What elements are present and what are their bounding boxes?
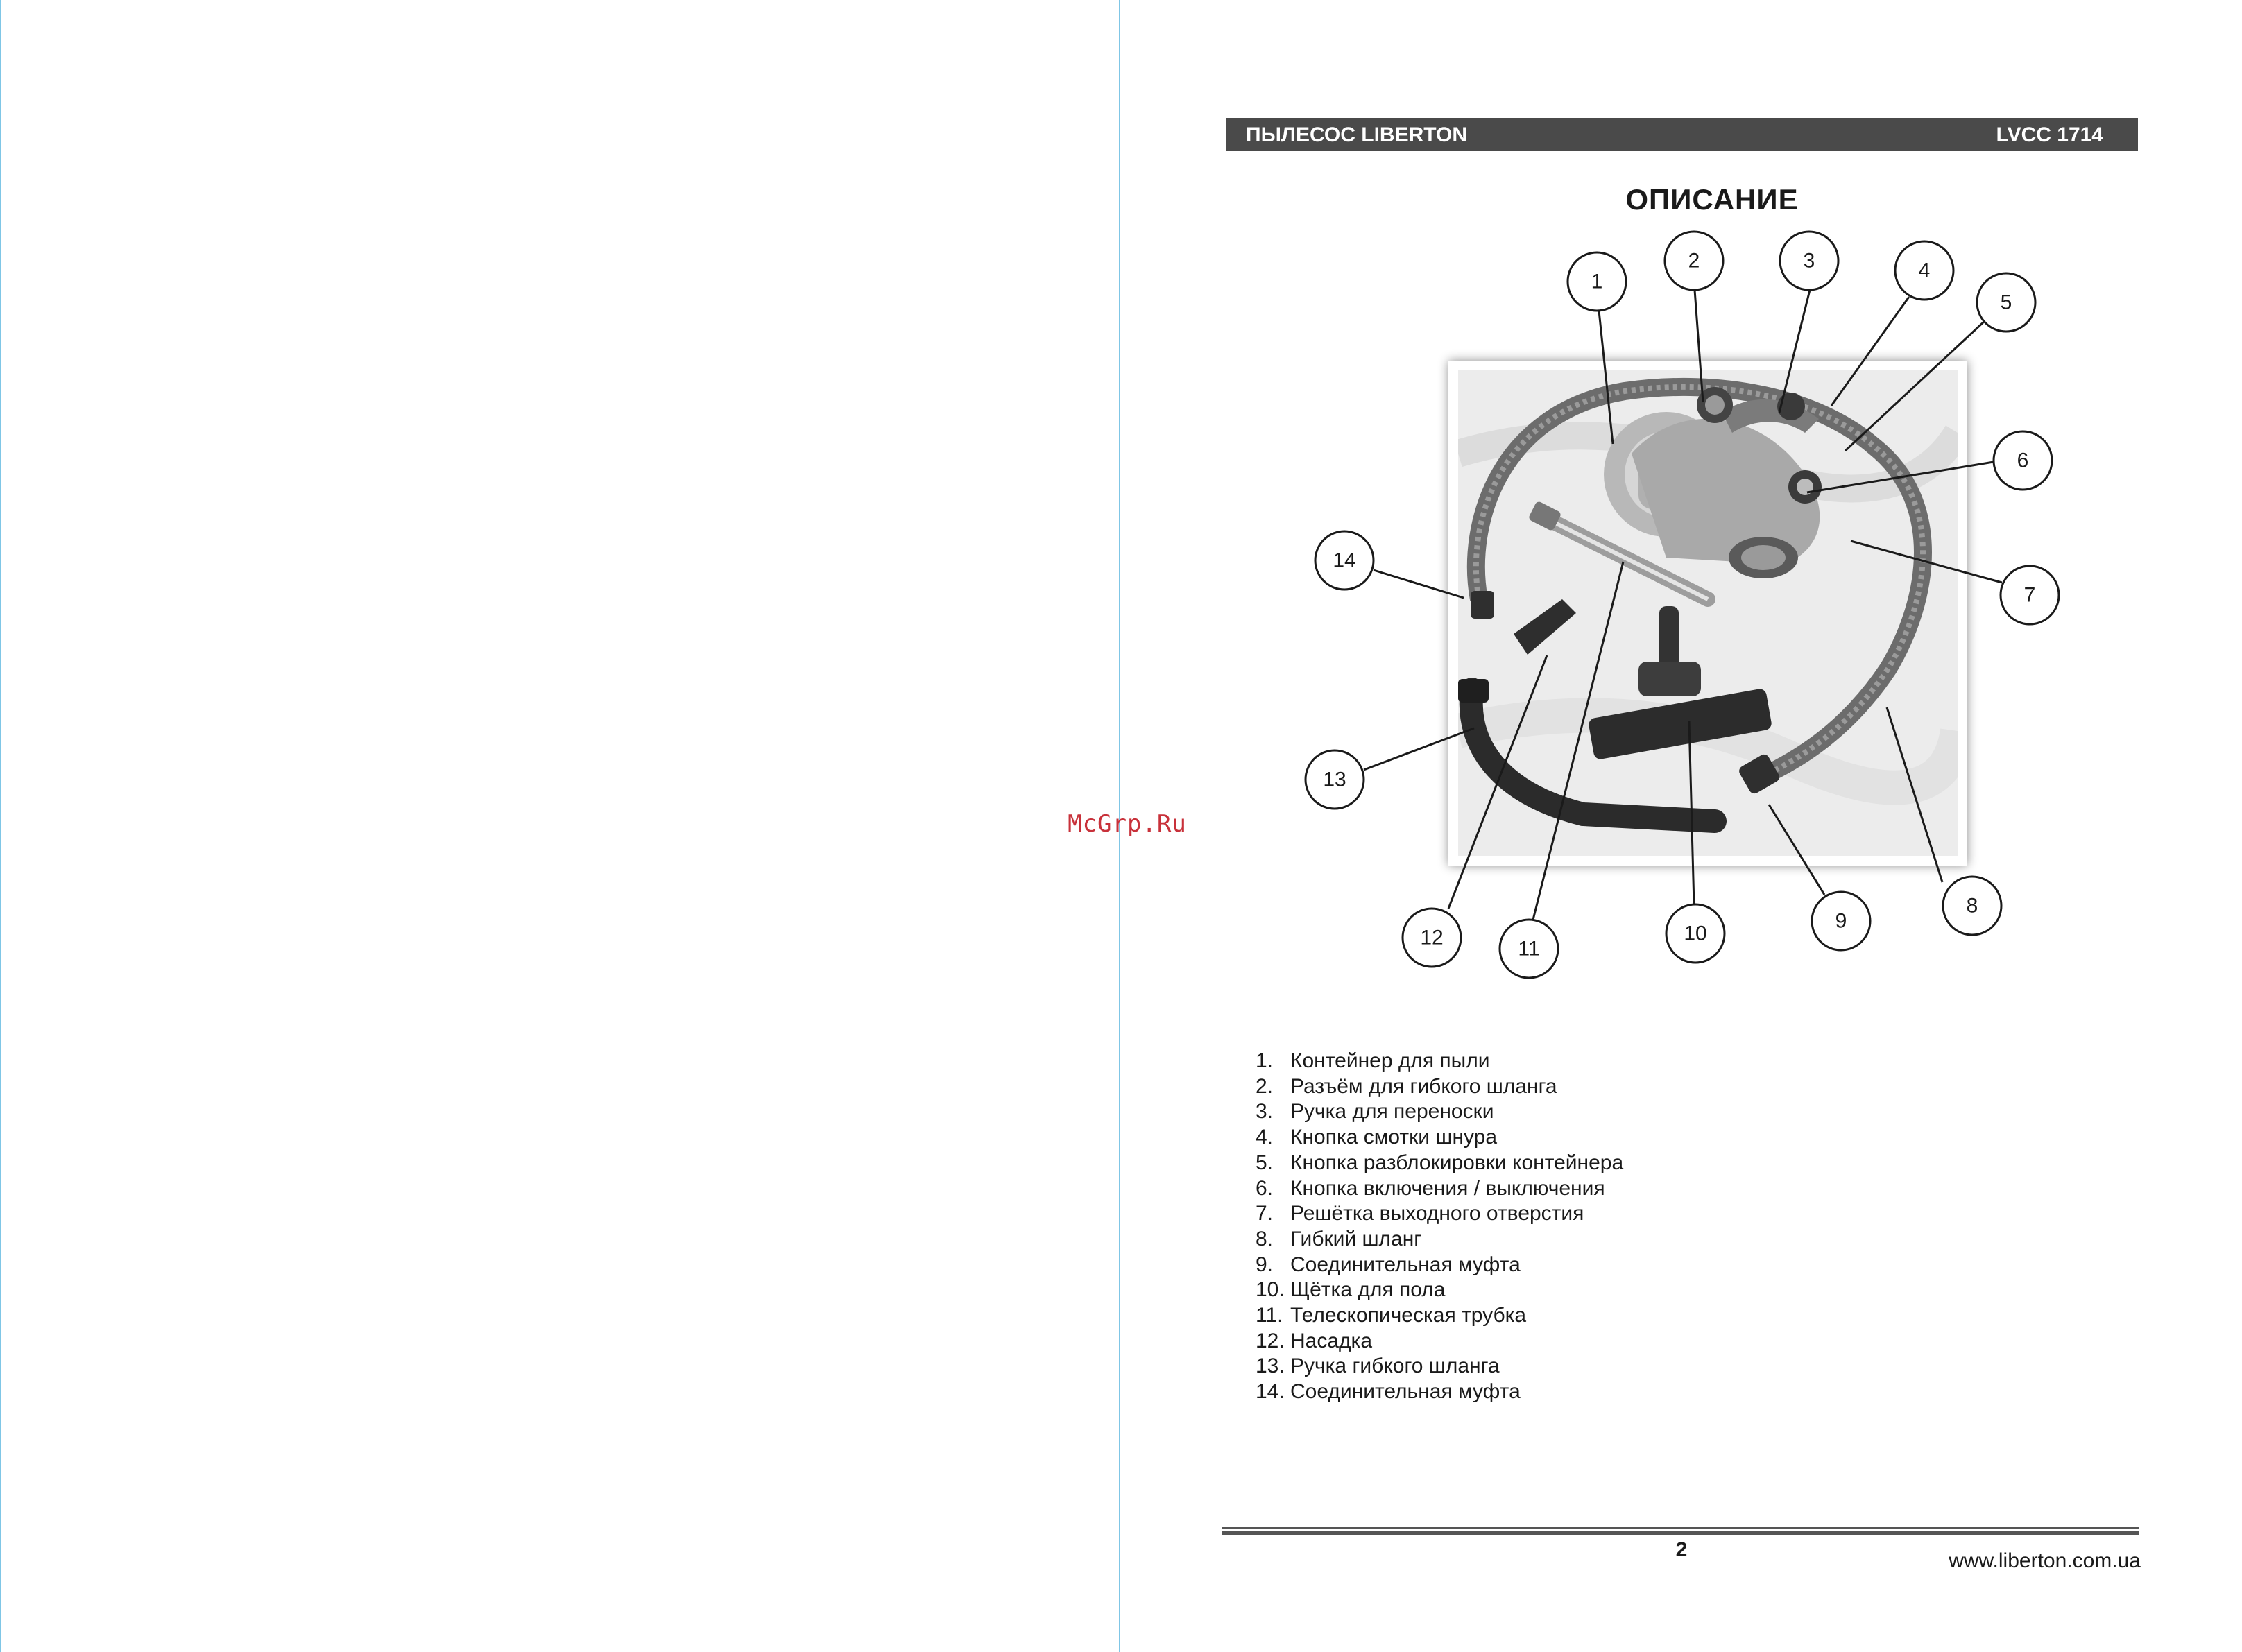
header-title: ПЫЛЕСОС LIBERTON xyxy=(1246,123,1468,146)
list-item xyxy=(1256,1049,1623,1074)
list-item-label: Щётка для пола xyxy=(1290,1278,1446,1302)
list-item-label: Контейнер для пыли xyxy=(1290,1049,1490,1072)
list-item-label: Телескопическая трубка xyxy=(1290,1304,1527,1327)
leader-line-13 xyxy=(1364,728,1474,770)
svg-text:5: 5 xyxy=(2000,291,2012,314)
list-item-number: 12. xyxy=(1256,1329,1285,1352)
list-item xyxy=(1256,1099,1623,1125)
list-item xyxy=(1256,1176,1623,1202)
list-item-number: 1. xyxy=(1256,1049,1274,1072)
list-item-label: Кнопка смотки шнура xyxy=(1290,1126,1498,1149)
svg-text:13: 13 xyxy=(1323,768,1346,791)
leader-line-14 xyxy=(1374,570,1464,598)
svg-text:2: 2 xyxy=(1688,249,1700,273)
callout-4 xyxy=(1895,241,1953,300)
svg-text:4: 4 xyxy=(1918,259,1931,282)
leader-line-7 xyxy=(1851,541,2002,583)
callout-5 xyxy=(1977,273,2035,332)
list-item-number: 11. xyxy=(1256,1304,1283,1327)
list-item xyxy=(1256,1074,1623,1100)
callout-7 xyxy=(2001,566,2059,624)
callout-9 xyxy=(1812,892,1870,950)
callout-6 xyxy=(1994,431,2052,490)
callout-13 xyxy=(1306,750,1364,809)
list-item xyxy=(1256,1303,1623,1329)
list-item xyxy=(1256,1253,1623,1278)
svg-text:12: 12 xyxy=(1420,926,1444,949)
svg-text:10: 10 xyxy=(1684,922,1707,945)
list-item xyxy=(1256,1151,1623,1176)
header-model: LVCC 1714 xyxy=(1996,123,2103,146)
list-item xyxy=(1256,1379,1623,1405)
list-item xyxy=(1256,1201,1623,1227)
callout-2 xyxy=(1665,232,1723,290)
leader-line-5 xyxy=(1845,320,1985,451)
leader-line-3 xyxy=(1779,290,1810,413)
list-item-number: 6. xyxy=(1256,1176,1274,1200)
callout-1 xyxy=(1568,252,1626,311)
parts-list xyxy=(1256,1049,1623,1405)
callout-10 xyxy=(1666,904,1725,963)
svg-text:3: 3 xyxy=(1803,249,1815,273)
list-item-label: Насадка xyxy=(1290,1329,1373,1352)
list-item-number: 4. xyxy=(1256,1126,1274,1149)
list-item-number: 7. xyxy=(1256,1202,1274,1225)
list-item xyxy=(1256,1125,1623,1151)
watermark: McGrp.Ru xyxy=(1068,810,1187,838)
list-item-label: Ручка гибкого шланга xyxy=(1290,1354,1500,1378)
footer-divider-thin xyxy=(1222,1527,2139,1529)
list-item-number: 2. xyxy=(1256,1074,1274,1098)
list-item-label: Ручка для переноски xyxy=(1290,1100,1494,1124)
leader-line-9 xyxy=(1769,805,1824,895)
section-title: ОПИСАНИЕ xyxy=(1625,183,1799,216)
list-item xyxy=(1256,1329,1623,1354)
list-item xyxy=(1256,1227,1623,1253)
list-item-label: Решётка выходного отверстия xyxy=(1290,1202,1584,1225)
list-item-number: 5. xyxy=(1256,1151,1274,1174)
callout-14 xyxy=(1315,531,1374,590)
svg-text:6: 6 xyxy=(2017,449,2029,472)
list-item-label: Разъём для гибкого шланга xyxy=(1290,1074,1557,1098)
list-item xyxy=(1256,1277,1623,1303)
svg-text:9: 9 xyxy=(1835,909,1847,933)
leader-line-12 xyxy=(1448,655,1547,909)
svg-text:11: 11 xyxy=(1518,937,1540,961)
leader-line-8 xyxy=(1887,707,1942,882)
leader-line-10 xyxy=(1689,721,1694,906)
callout-8 xyxy=(1943,877,2001,935)
list-item-number: 13. xyxy=(1256,1354,1285,1378)
callout-11 xyxy=(1500,920,1558,978)
website-url: www.liberton.com.ua xyxy=(1949,1549,2141,1572)
leader-line-6 xyxy=(1807,462,1994,492)
footer-divider-thick xyxy=(1222,1531,2139,1535)
list-item-number: 14. xyxy=(1256,1380,1285,1404)
list-item-label: Кнопка разблокировки контейнера xyxy=(1290,1151,1624,1174)
leader-line-11 xyxy=(1533,562,1623,920)
leader-line-1 xyxy=(1599,311,1613,444)
callout-3 xyxy=(1780,232,1838,290)
svg-text:7: 7 xyxy=(2023,583,2036,607)
list-item-label: Соединительная муфта xyxy=(1290,1253,1521,1276)
list-item-number: 8. xyxy=(1256,1227,1274,1250)
callout-12 xyxy=(1403,909,1461,967)
svg-text:1: 1 xyxy=(1591,270,1603,293)
page-number: 2 xyxy=(1675,1538,1688,1561)
list-item xyxy=(1256,1354,1623,1379)
list-item-label: Гибкий шланг xyxy=(1290,1227,1422,1250)
list-item-number: 3. xyxy=(1256,1100,1274,1124)
svg-text:8: 8 xyxy=(1966,894,1978,918)
list-item-label: Соединительная муфта xyxy=(1290,1380,1521,1404)
leader-line-4 xyxy=(1831,297,1909,406)
svg-text:14: 14 xyxy=(1333,549,1356,572)
list-item-number: 10. xyxy=(1256,1278,1285,1302)
list-item-number: 9. xyxy=(1256,1253,1274,1276)
leader-line-2 xyxy=(1695,290,1703,402)
list-item-label: Кнопка включения / выключения xyxy=(1290,1176,1605,1200)
